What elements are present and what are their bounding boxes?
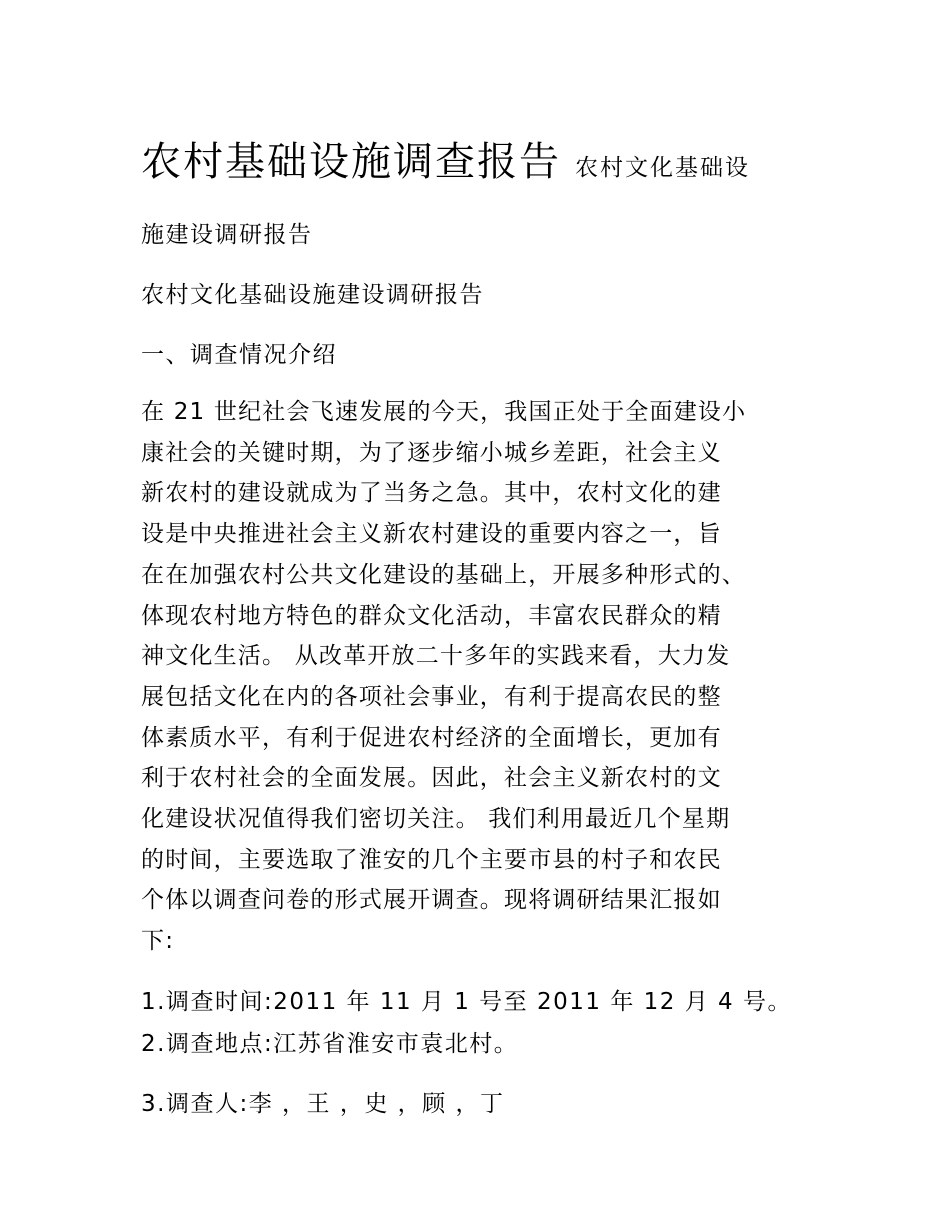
paragraph-line: 康社会的关键时期，为了逐步缩小城乡差距，社会主义 bbox=[141, 439, 722, 466]
paragraph-line: 体现农村地方特色的群众文化活动，丰富农民群众的精 bbox=[141, 602, 722, 629]
document-title bbox=[141, 130, 841, 187]
section-heading: 一、调查情况介绍 bbox=[141, 342, 337, 368]
paragraph-line: 体素质水平，有利于促进农村经济的全面增长，更加有 bbox=[141, 724, 722, 751]
paragraph-line: 设是中央推进社会主义新农村建设的重要内容之一，旨 bbox=[141, 521, 722, 548]
title-tail: 农村文化基础设 bbox=[575, 155, 750, 181]
title-continuation: 施建设调研报告 bbox=[141, 222, 313, 248]
paragraph-line: 下: bbox=[141, 928, 175, 955]
paragraph-line: 新农村的建设就成为了当务之急。其中，农村文化的建 bbox=[141, 480, 722, 507]
paragraph-line: 神文化生活。 从改革开放二十多年的实践来看，大力发 bbox=[141, 643, 731, 670]
paragraph-line: 个体以调查问卷的形式展开调查。现将调研结果汇报如 bbox=[141, 887, 722, 914]
paragraph-line: 利于农村社会的全面发展。因此，社会主义新农村的文 bbox=[141, 765, 722, 792]
paragraph-line: 展包括文化在内的各项社会事业，有利于提高农民的整 bbox=[141, 683, 722, 710]
paragraph-line: 化建设状况值得我们密切关注。 我们利用最近几个星期 bbox=[141, 806, 731, 833]
paragraph-line: 的时间，主要选取了淮安的几个主要市县的村子和农民 bbox=[141, 846, 722, 873]
report-heading: 农村文化基础设施建设调研报告 bbox=[141, 282, 484, 308]
paragraph-line: 在在加强农村公共文化建设的基础上，开展多种形式的、 bbox=[141, 561, 746, 588]
intro-paragraph bbox=[141, 392, 811, 962]
surveyors-item: 3.调查人:李 ，王 ，史 ，顾 ，丁 bbox=[141, 1091, 505, 1117]
title-main: 农村基础设施调查报告 bbox=[141, 139, 561, 185]
paragraph-line: 在 21 世纪社会飞速发展的今天，我国正处于全面建设小 bbox=[141, 399, 747, 425]
survey-time-item: 1.调查时间:2011 年 11 月 1 号至 2011 年 12 月 4 号。 bbox=[141, 989, 792, 1015]
survey-location-item: 2.调查地点:江苏省淮安市袁北村。 bbox=[141, 1031, 519, 1057]
